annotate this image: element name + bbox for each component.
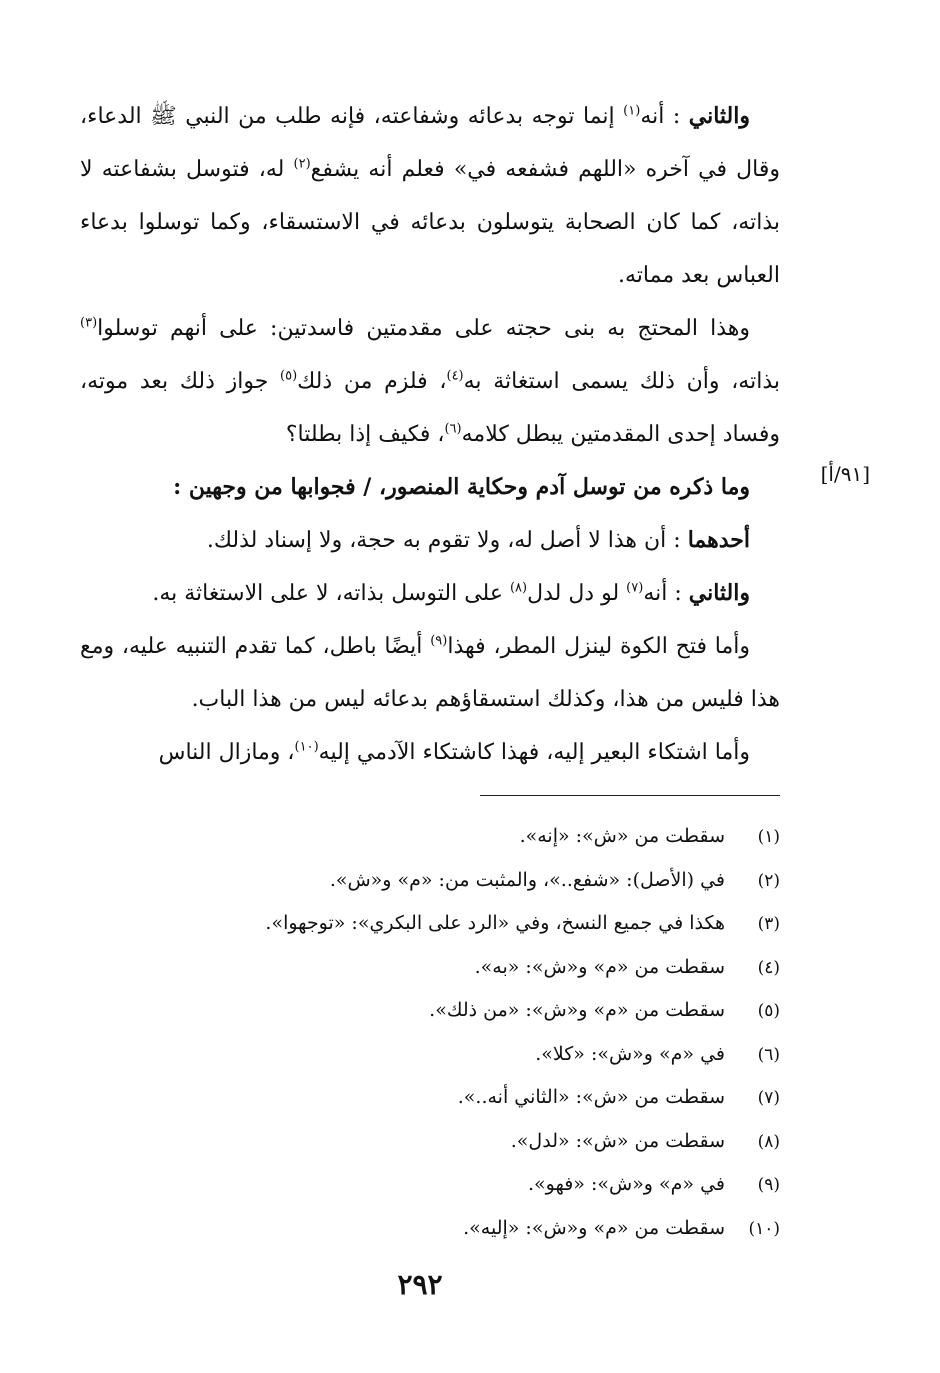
lead-word: أحدهما	[687, 527, 750, 553]
footnote-item	[80, 989, 780, 1033]
footnote-item	[80, 1076, 780, 1120]
footnote-text: سقطت من «م» و«ش»: «إليه».	[463, 1216, 725, 1239]
footnote-marker: (٨)	[509, 580, 528, 596]
text-run: له، فتوسل بشفاعته لا بذاته، كما كان الصحابة يتوسلون بدعائه في الاستسقاء، وكما توسلوا بدعاء العباس بعد مماته.	[80, 157, 780, 288]
text-run: : أن هذا لا أصل له، ولا تقوم به حجة، ولا إسناد لذلك.	[206, 528, 688, 553]
footnote-marker: (٧)	[626, 580, 644, 596]
footnote-number: (٢)	[757, 870, 780, 891]
footnote-number: (٥)	[757, 1001, 780, 1021]
footnote-text: في «م» و«ش»: «كلا».	[535, 1042, 725, 1065]
paragraph	[80, 461, 780, 514]
text-run: : أنه	[643, 581, 689, 606]
paragraph	[80, 302, 780, 461]
text-run: ، فلزم من ذلك	[297, 369, 447, 394]
footnote-number: (٦)	[757, 1044, 780, 1065]
footnote-item	[80, 1120, 780, 1164]
footnote-text: هكذا في جميع النسخ، وفي «الرد على البكري»: «توجهوا».	[265, 912, 725, 934]
text-run: وهذا المحتج به بنى حجته على مقدمتين فاسدتين: على أنهم توسلوا	[97, 316, 750, 341]
footnote-item	[80, 1033, 780, 1077]
footnote-marker: (٢)	[293, 156, 311, 172]
footnotes-list	[80, 815, 780, 1250]
text-run: بذاته، وأن ذلك يسمى استغاثة به	[463, 369, 781, 394]
footnote-text: في «م» و«ش»: «فهو».	[527, 1173, 725, 1195]
text-run: وأما اشتكاء البعير إليه، فهذا كاشتكاء الآدمي إليه	[318, 740, 750, 765]
text-run: ، فكيف إذا بطلتا؟	[285, 422, 445, 447]
footnote-text: سقطت من «ش»: «لدل».	[510, 1129, 725, 1152]
footnote-marker: (٣)	[80, 315, 98, 331]
footnote-marker: (١٠)	[294, 739, 319, 755]
footnote-item	[80, 902, 780, 946]
footnote-item	[80, 946, 780, 990]
text-run: : أنه	[640, 104, 689, 129]
footnote-number: (١٠)	[748, 1218, 780, 1239]
lead-word: والثاني	[688, 103, 750, 129]
paragraph	[80, 726, 780, 779]
footnote-marker: (٩)	[430, 633, 448, 649]
lead-word: والثاني	[688, 580, 750, 606]
footnote-item	[80, 859, 780, 903]
text-run: ، ومازال الناس	[158, 740, 295, 765]
text-run: على التوسل بذاته، لا على الاستغاثة به.	[152, 581, 510, 606]
paragraph	[80, 567, 780, 620]
text-run: لو دل لدل	[527, 581, 627, 606]
main-text	[80, 90, 780, 779]
paragraph	[80, 620, 780, 726]
text-run: أيضًا باطل، كما تقدم التنبيه عليه، ومع هذا فليس من هذا، وكذلك استسقاؤهم بدعائه ليس من هذا الباب.	[80, 634, 780, 712]
footnote-text: سقطت من «ش»: «الثاني أنه..».	[457, 1086, 725, 1108]
footnote-marker: (١)	[623, 103, 641, 119]
text-run: وأما فتح الكوة لينزل المطر، فهذا	[447, 634, 751, 659]
footnote-item	[80, 815, 780, 859]
paragraph	[80, 514, 780, 567]
footnote-number: (٨)	[757, 1131, 780, 1152]
footnote-separator	[480, 795, 780, 796]
footnote-number: (٤)	[757, 957, 780, 978]
margin-folio-reference: [٩١/أ]	[820, 462, 870, 486]
footnote-number: (٧)	[757, 1088, 780, 1108]
footnote-text: في (الأصل): «شفع..»، والمثبت من: «م» و«ش».	[329, 868, 725, 891]
footnote-marker: (٦)	[444, 421, 462, 437]
page-number: ٢٩٢	[397, 1268, 443, 1301]
footnote-item	[80, 1207, 780, 1251]
footnote-marker: (٥)	[280, 368, 298, 384]
lead-word: وما ذكره من توسل آدم وحكاية المنصور، / فجوابها من وجهين :	[173, 474, 750, 500]
footnote-text: سقطت من «م» و«ش»: «به».	[474, 955, 725, 978]
footnote-marker: (٤)	[446, 368, 464, 384]
footnote-text: سقطت من «م» و«ش»: «من ذلك».	[429, 999, 725, 1021]
footnote-number: (٣)	[757, 914, 780, 934]
footnote-number: (٩)	[757, 1175, 780, 1195]
footnote-text: سقطت من «ش»: «إنه».	[519, 825, 725, 847]
text-run: إنما توجه بدعائه وشفاعته، فإنه طلب من النبي ﷺ الدعاء، وقال في آخره «اللهم فشفعه في» فعلم أنه يشفع	[80, 104, 780, 182]
paragraph	[80, 90, 780, 302]
footnote-item	[80, 1163, 780, 1207]
text-run: جواز ذلك بعد موته، وفساد إحدى المقدمتين يبطل كلامه	[80, 369, 780, 447]
footnote-number: (١)	[757, 827, 780, 847]
